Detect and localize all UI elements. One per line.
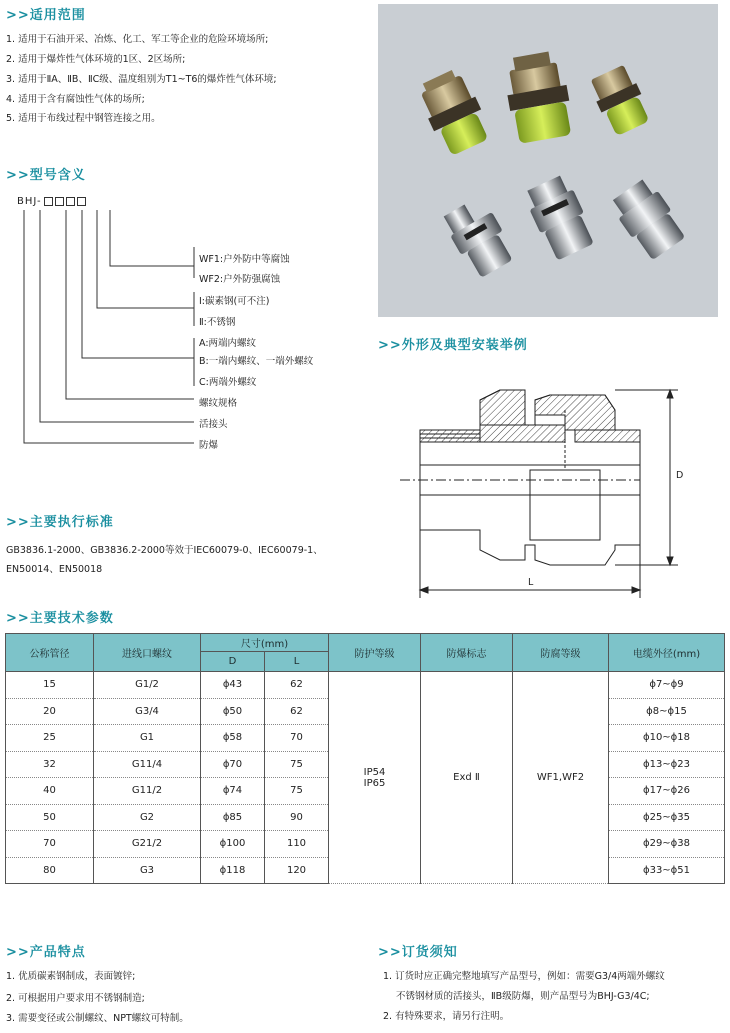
ordering-title: >>订货须知 xyxy=(378,945,458,960)
cell-thread: G11/4 xyxy=(94,751,201,778)
model-label-m2: Ⅱ:不锈钢 xyxy=(199,317,236,328)
header-thread: 进线口螺纹 xyxy=(94,634,201,672)
model-label-c: C:两端外螺纹 xyxy=(199,377,257,388)
features-item-1: 1. 优质碳素钢制成，表面镀锌; xyxy=(6,971,136,982)
model-prefix: BHJ- xyxy=(17,196,42,207)
cell-cable: ϕ8~ϕ15 xyxy=(609,698,725,725)
applicable-item-5: 5. 适用于布线过程中钢管连接之用。 xyxy=(6,113,161,124)
cell-thread: G21/2 xyxy=(94,831,201,858)
cell-pipe: 40 xyxy=(6,778,94,805)
applicable-item-1: 1. 适用于石油开采、冶炼、化工、军工等企业的危险环境场所; xyxy=(6,34,269,45)
cell-anticorr: WF1,WF2 xyxy=(513,672,609,884)
header-l: L xyxy=(265,652,329,672)
header-ex-mark: 防爆标志 xyxy=(421,634,513,672)
applicable-item-2: 2. 适用于爆炸性气体环境的1区、2区场所; xyxy=(6,54,186,65)
applicable-title: >>适用范围 xyxy=(6,8,86,23)
features-item-3: 3. 需要变径或公制螺纹、NPT螺纹可特制。 xyxy=(6,1013,189,1024)
table-row xyxy=(6,672,725,699)
product-photo xyxy=(378,4,718,317)
drawing-label-l: L xyxy=(528,577,534,588)
model-label-explosion: 防爆 xyxy=(199,440,219,451)
cell-cable: ϕ7~ϕ9 xyxy=(609,672,725,699)
model-label-m1: Ⅰ:碳素钢(可不注) xyxy=(199,296,270,307)
model-label-wf2: WF2:户外防强腐蚀 xyxy=(199,274,281,285)
cell-cable: ϕ25~ϕ35 xyxy=(609,804,725,831)
model-label-wf1: WF1:户外防中等腐蚀 xyxy=(199,254,290,265)
standards-line-1: GB3836.1-2000、GB3836.2-2000等效于IEC60079-0、IEC60079-1、 xyxy=(6,545,323,556)
model-label-b: B:一端内螺纹、一端外螺纹 xyxy=(199,356,314,367)
cell-thread: G3 xyxy=(94,857,201,884)
applicable-item-3: 3. 适用于ⅡA、ⅡB、ⅡC级、温度组别为T1~T6的爆炸性气体环境; xyxy=(6,74,277,85)
cell-l: 70 xyxy=(265,725,329,752)
ordering-line-3: 2. 有特殊要求，请另行注明。 xyxy=(383,1011,510,1022)
cell-pipe: 32 xyxy=(6,751,94,778)
cell-d: ϕ85 xyxy=(201,804,265,831)
cell-cable: ϕ10~ϕ18 xyxy=(609,725,725,752)
cell-l: 120 xyxy=(265,857,329,884)
cell-protection xyxy=(329,672,421,884)
protection-ip54: IP54 xyxy=(363,766,386,778)
standards-title: >>主要执行标准 xyxy=(6,515,114,530)
model-tree-lines xyxy=(0,200,200,460)
cell-cable: ϕ29~ϕ38 xyxy=(609,831,725,858)
cell-thread: G2 xyxy=(94,804,201,831)
cell-d: ϕ58 xyxy=(201,725,265,752)
header-d: D xyxy=(201,652,265,672)
cell-pipe: 20 xyxy=(6,698,94,725)
cell-d: ϕ100 xyxy=(201,831,265,858)
cell-pipe: 70 xyxy=(6,831,94,858)
cell-d: ϕ118 xyxy=(201,857,265,884)
cell-l: 62 xyxy=(265,698,329,725)
standards-line-2: EN50014、EN50018 xyxy=(6,564,103,575)
params-table xyxy=(5,633,725,884)
cell-l: 75 xyxy=(265,751,329,778)
drawing-label-d: D xyxy=(676,470,684,481)
cell-pipe: 15 xyxy=(6,672,94,699)
model-label-a: A:两端内螺纹 xyxy=(199,338,257,349)
technical-drawing xyxy=(400,370,710,610)
model-label-thread: 螺纹规格 xyxy=(199,398,238,409)
cell-d: ϕ50 xyxy=(201,698,265,725)
product-photo-art xyxy=(378,4,718,317)
cell-d: ϕ70 xyxy=(201,751,265,778)
cell-thread: G1 xyxy=(94,725,201,752)
cell-thread: G3/4 xyxy=(94,698,201,725)
cell-cable: ϕ33~ϕ51 xyxy=(609,857,725,884)
ordering-line-1: 1. 订货时应正确完整地填写产品型号，例如：需要G3/4两端外螺纹 xyxy=(383,971,665,982)
cell-thread: G1/2 xyxy=(94,672,201,699)
cell-d: ϕ74 xyxy=(201,778,265,805)
header-size: 尺寸(mm) xyxy=(201,634,329,652)
cell-pipe: 50 xyxy=(6,804,94,831)
cell-l: 90 xyxy=(265,804,329,831)
protection-ip65: IP65 xyxy=(363,777,386,789)
header-anticorr: 防腐等级 xyxy=(513,634,609,672)
features-title: >>产品特点 xyxy=(6,945,86,960)
drawing-title: >>外形及典型安装举例 xyxy=(378,338,528,353)
cell-d: ϕ43 xyxy=(201,672,265,699)
cell-ex-mark: Exd Ⅱ xyxy=(421,672,513,884)
cell-l: 62 xyxy=(265,672,329,699)
params-title: >>主要技术参数 xyxy=(6,611,114,626)
cell-l: 110 xyxy=(265,831,329,858)
model-label-joint: 活接头 xyxy=(199,419,228,430)
cell-cable: ϕ13~ϕ23 xyxy=(609,751,725,778)
ordering-line-2: 不锈钢材质的活接头，ⅡB级防爆，则产品型号为BHJ-G3/4C; xyxy=(396,991,650,1002)
features-item-2: 2. 可根据用户要求用不锈钢制造; xyxy=(6,993,145,1004)
header-cable: 电缆外径(mm) xyxy=(609,634,725,672)
applicable-item-4: 4. 适用于含有腐蚀性气体的场所; xyxy=(6,94,145,105)
cell-pipe: 25 xyxy=(6,725,94,752)
header-protection: 防护等级 xyxy=(329,634,421,672)
cell-pipe: 80 xyxy=(6,857,94,884)
cell-cable: ϕ17~ϕ26 xyxy=(609,778,725,805)
model-title: >>型号含义 xyxy=(6,168,86,183)
cell-l: 75 xyxy=(265,778,329,805)
cell-thread: G11/2 xyxy=(94,778,201,805)
header-pipe: 公称管径 xyxy=(6,634,94,672)
